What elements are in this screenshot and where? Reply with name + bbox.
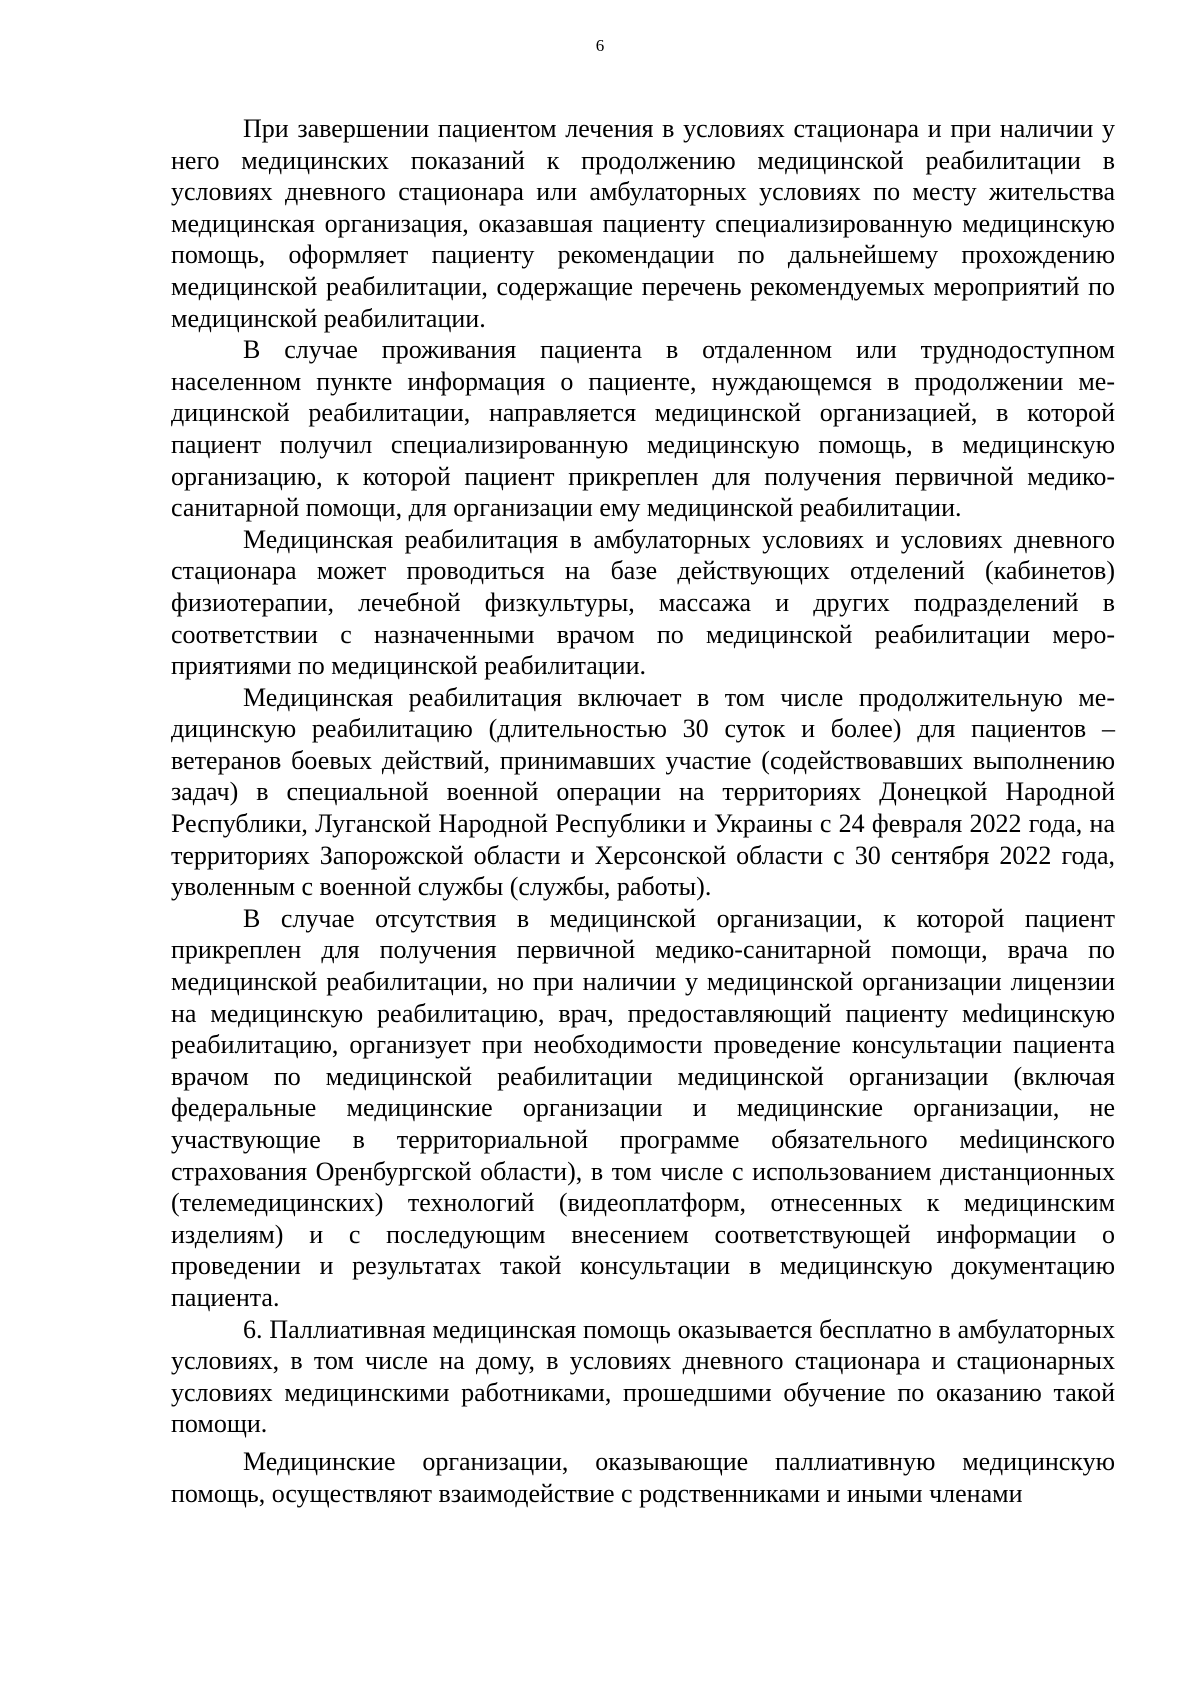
- paragraph-remote-residence: В случае проживания пациента в отдаленном или труднодоступном населенном пункте информация о пациенте, нуждающемся в продолжении медицинской реабилитации, направляется медицинской организацией, в которой пациент получил специализированную медицинскую помощь, в медицинскую организацию, к которой пациент прикреплен для получения первичной медико-санитарной помощи, для организации ему медицинской реабилитации.: [171, 335, 1115, 523]
- paragraph-palliative-organizations: Медицинские организации, оказывающие паллиативную медицинскую помощь, осуществляют взаимодействие с родственниками и иными членами: [171, 1446, 1115, 1508]
- paragraph-rehab-consultation: В случае отсутствия в медицинской организации, к которой пациент прикреплен для получения первичной медико-санитарной помощи, врача по медицинской реабилитации, но при наличии у медицинской организации лицензии на медицинскую реабилитацию, врач, предоставляющий пациенту меdицинскую реабилитацию, организует при необходимости проведение консультации пациента врачом по медицинской реабилитации медицинской организации (включая федеральные медицинские организации и медицинские организации, не участвующие в территориальной программе обязательного меdицинского страхования Оренбургской области), в том числе с использованием дистанционных (телемедицинских) технологий (видеоплатформ, отнесенных к медицинским изделиям) и с последующим внесением соответствующей информации о проведении и результатах такой консультации в медицинскую документацию пациента.: [171, 903, 1115, 1312]
- page-number: 6: [595, 36, 605, 55]
- paragraph-veterans-rehab: Медицинская реабилитация включает в том числе продолжительную медицинскую реабилитацию (длительностью 30 суток и более) для пациентов – ветеранов боевых действий, принимавших участие (содействовавших выполнению задач) в специальной военной операции на территориях Донецкой Народной Республики, Луганской Народной Республики и Украины с 24 февраля 2022 года, на территориях Запорожской области и Херсонской области с 30 сентября 2022 года, уволенным с военной службы (службы, работы).: [171, 682, 1115, 902]
- document-body: [171, 113, 1115, 1509]
- paragraph-rehab-recommendations: При завершении пациентом лечения в условиях стационара и при наличии у него медицинских показаний к продолжению медицинской реабилитации в условиях дневного стационара или амбулаторных условиях по месту жительства медицинская организация, оказавшая пациенту специализированную медицинскую помощь, оформляет пациенту рекомендации по дальнейшему прохождению медицинской реабилитации, содержащие перечень рекомендуемых мероприятий по медицинской реабилитации.: [171, 114, 1115, 333]
- paragraph-palliative-care: 6. Паллиативная медицинская помощь оказывается бесплатно в амбулаторных условиях, в том числе на дому, в условиях дневного стационара и стационарных условиях медицинскими работниками, прошедшими обучение по оказанию такой помощи.: [171, 1314, 1115, 1439]
- paragraph-outpatient-rehab: Медицинская реабилитация в амбулаторных условиях и условиях дневного стационара может проводиться на базе действующих отделений (кабинетов) физиотерапии, лечебной физкультуры, массажа и других подразделений в соответствии с назначенными врачом по медицинской реабилитации мероприятиями по медицинской реабилитации.: [171, 524, 1115, 681]
